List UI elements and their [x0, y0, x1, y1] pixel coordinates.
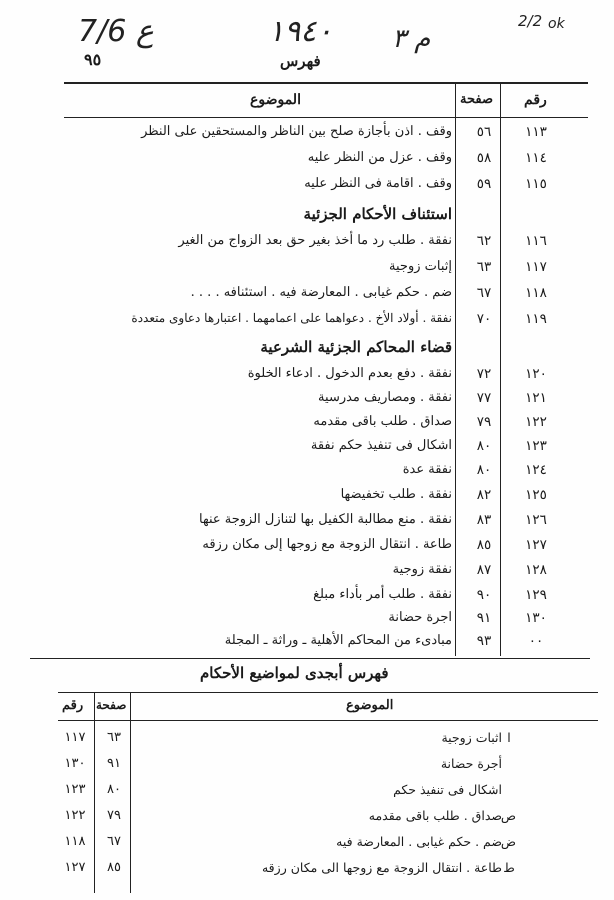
row-subject: نفقة . منع مطالبة الكفيل بها لتنازل الزوجة عنها [199, 512, 452, 527]
row-number: ٠٠ [528, 633, 544, 649]
table-row [0, 610, 614, 634]
row-subject: نفقة . طلب تخفيضها [340, 487, 452, 502]
handwritten-fraction: 2/2 [518, 12, 543, 30]
index-row-subject: أجرة حضانة [440, 756, 502, 771]
index-header-rule [58, 720, 598, 721]
row-subject: نفقة عدة [402, 462, 452, 477]
table-row [0, 512, 614, 536]
handwritten-corner: ok [548, 16, 565, 32]
handwritten-code: 7/6 ع [78, 14, 154, 49]
index-row [0, 808, 614, 834]
row-subject: وقف . اذن بأجازة صلح بين الناظر والمستحقين على النظر [141, 124, 452, 139]
row-number: ١٢٩ [525, 587, 547, 603]
table-row [0, 259, 614, 283]
row-number: ١٢٣ [525, 438, 547, 454]
index-header-number: رقم [62, 698, 84, 713]
index-row-letter: ط [503, 860, 515, 875]
table-row [0, 366, 614, 390]
row-subject: نفقة زوجية [392, 562, 452, 577]
index-row-subject: ضم . حكم غيابى . المعارضة فيه [336, 834, 502, 849]
row-subject: نفقة . ومصاريف مدرسية [318, 390, 452, 405]
index-header-subject: الموضوع [346, 698, 394, 713]
row-subject: إثبات زوجية [389, 259, 452, 274]
index-row-number: ١٢٣ [64, 782, 86, 797]
row-subject: طاعة . انتقال الزوجة مع زوجها إلى مكان رزقه [202, 537, 452, 552]
index-row-page: ٨٥ [107, 860, 121, 875]
page-title: فهرس [280, 52, 321, 70]
table-row [0, 414, 614, 438]
index-row-number: ١١٨ [64, 834, 86, 849]
index-row-subject: طاعة . انتقال الزوجة مع زوجها الى مكان رزقه [261, 860, 502, 875]
table-row [0, 390, 614, 414]
index-row-number: ١٢٢ [64, 808, 86, 823]
index-row [0, 756, 614, 782]
index-row-page: ٦٣ [107, 730, 121, 745]
row-page: ٦٣ [476, 259, 492, 275]
row-number: ١٢٨ [525, 562, 547, 578]
row-subject: نفقة . دفع بعدم الدخول . ادعاء الخلوة [247, 366, 452, 381]
row-subject: اشكال فى تنفيذ حكم نفقة [310, 438, 452, 453]
row-number: ١٢٤ [525, 462, 547, 478]
handwritten-year: ١٩٤٠ [268, 14, 333, 49]
row-page: ٨٣ [476, 512, 492, 528]
index-row-letter: ا [507, 730, 511, 745]
row-page: ٧٠ [476, 311, 492, 327]
index-row-subject: اشكال فى تنفيذ حكم [393, 782, 502, 797]
table-row [0, 124, 614, 148]
row-number: ١٢٦ [525, 512, 547, 528]
index-top-rule [58, 692, 598, 693]
row-page: ٦٧ [476, 285, 492, 301]
table-header-rule [64, 117, 588, 118]
row-page: ٩٠ [476, 587, 492, 603]
row-page: ٧٢ [476, 366, 492, 382]
row-subject: ضم . حكم غيابى . المعارضة فيه . استئنافه . . . . [190, 285, 452, 300]
table-row [0, 462, 614, 486]
row-number: ١٢٠ [525, 366, 547, 382]
table-row [0, 537, 614, 561]
index-row-subject: صداق . طلب باقى مقدمه [368, 808, 502, 823]
index-row-subject: اثبات زوجية [441, 730, 502, 745]
index-row-page: ٧٩ [107, 808, 121, 823]
table-top-rule [64, 82, 588, 84]
row-subject: وقف . اقامة فى النظر عليه [304, 176, 452, 191]
row-number: ١٢١ [525, 390, 547, 406]
row-subject: صداق . طلب باقى مقدمه [313, 414, 452, 429]
index-row-number: ١٣٠ [64, 756, 86, 771]
table-row [0, 633, 614, 657]
index-header-page: صفحة [96, 698, 127, 712]
row-page: ٥٩ [476, 176, 492, 192]
table-row [0, 487, 614, 511]
table-row [0, 438, 614, 462]
index-row [0, 860, 614, 886]
index-row-page: ٩١ [107, 756, 121, 771]
table-row [0, 587, 614, 611]
index-row-page: ٦٧ [107, 834, 121, 849]
row-page: ٨٥ [476, 537, 492, 553]
table-row [0, 150, 614, 174]
table-row [0, 176, 614, 200]
row-number: ١١٧ [525, 259, 547, 275]
table-row [0, 311, 614, 335]
row-subject: نفقة . أولاد الأخ . دعواهما على اعمامهما . اعتبارها دعاوى متعددة [131, 311, 452, 325]
row-page: ٨٠ [476, 438, 492, 454]
index-row-letter: ض [500, 834, 516, 849]
row-subject: نفقة . طلب أمر بأداء مبلغ [313, 587, 452, 602]
row-number: ١١٥ [525, 176, 547, 192]
row-page: ٦٢ [476, 233, 492, 249]
row-number: ١١٩ [525, 311, 547, 327]
row-number: ١١٣ [525, 124, 547, 140]
row-number: ١١٤ [525, 150, 547, 166]
index-row [0, 834, 614, 860]
index-separator [30, 658, 590, 659]
row-number: ١٢٢ [525, 414, 547, 430]
index-title: فهرس أبجدى لمواضيع الأحكام [200, 664, 389, 682]
table-row [0, 285, 614, 309]
index-row-number: ١٢٧ [64, 860, 86, 875]
section-heading: استئناف الأحكام الجزئية [303, 205, 452, 223]
handwritten-mark: م ٣ [392, 24, 431, 54]
row-page: ٩١ [476, 610, 492, 626]
section-heading: قضاء المحاكم الجزئية الشرعية [260, 338, 452, 356]
header-page: صفحة [460, 92, 493, 107]
index-row-letter: ص [500, 808, 516, 823]
index-row-number: ١١٧ [64, 730, 86, 745]
index-row-page: ٨٠ [107, 782, 121, 797]
row-page: ٨٠ [476, 462, 492, 478]
row-page: ٥٦ [476, 124, 492, 140]
row-page: ٩٣ [476, 633, 492, 649]
table-row [0, 562, 614, 586]
row-subject: مبادىء من المحاكم الأهلية ـ وراثة ـ المجلة [224, 633, 452, 648]
header-number: رقم [524, 92, 547, 108]
row-page: ٨٢ [476, 487, 492, 503]
row-page: ٨٧ [476, 562, 492, 578]
header-subject: الموضوع [250, 92, 301, 108]
row-page: ٧٧ [476, 390, 492, 406]
row-number: ١٣٠ [525, 610, 547, 626]
row-number: ١٢٥ [525, 487, 547, 503]
row-page: ٧٩ [476, 414, 492, 430]
row-page: ٥٨ [476, 150, 492, 166]
row-number: ١٢٧ [525, 537, 547, 553]
row-subject: وقف . عزل من النظر عليه [307, 150, 452, 165]
index-row [0, 730, 614, 756]
row-number: ١١٦ [525, 233, 547, 249]
page-number: ٩٥ [84, 50, 102, 69]
row-subject: اجرة حضانة [388, 610, 452, 625]
table-row [0, 233, 614, 257]
row-number: ١١٨ [525, 285, 547, 301]
row-subject: نفقة . طلب رد ما أخذ بغير حق بعد الزواج من الغير [178, 233, 452, 248]
index-row [0, 782, 614, 808]
